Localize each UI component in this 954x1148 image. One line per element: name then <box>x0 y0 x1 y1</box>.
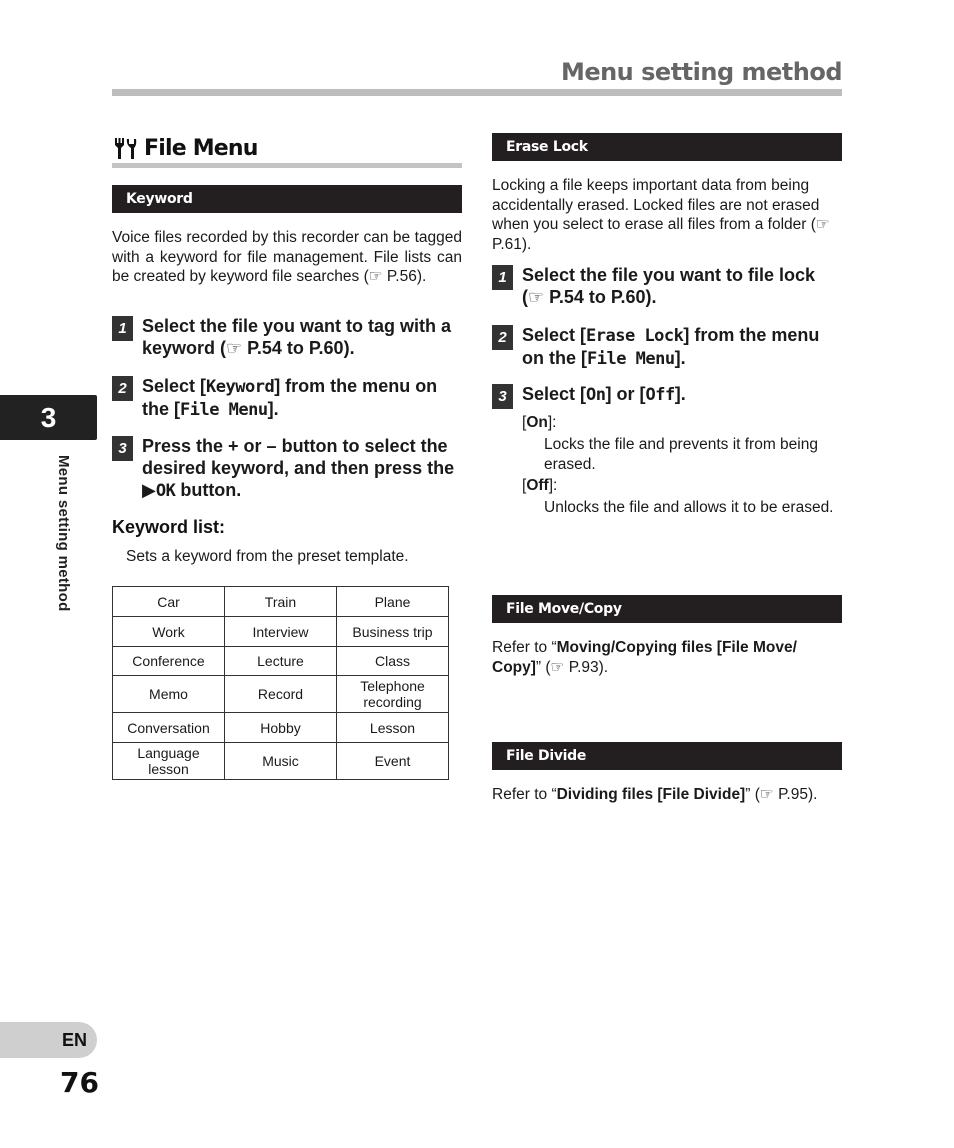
ui-term-on: On <box>586 385 606 405</box>
keyword-banner: Keyword <box>112 185 462 213</box>
erase-lock-banner: Erase Lock <box>492 133 842 161</box>
file-move-banner: File Move/Copy <box>492 595 842 623</box>
step-number: 3 <box>492 384 513 409</box>
ui-term-file-menu: File Menu <box>180 400 268 420</box>
table-cell: Business trip <box>337 617 449 647</box>
erase-lock-step-1 <box>492 264 842 308</box>
step-number: 1 <box>112 316 133 341</box>
table-row <box>113 743 449 780</box>
erase-lock-step-2 <box>492 324 842 370</box>
table-cell: Event <box>337 743 449 780</box>
keyword-step-3 <box>112 435 462 502</box>
file-move-reference: Refer to “Moving/Copying files [File Move/ Copy]” (☞ P.93). <box>492 639 797 676</box>
section-title: File Menu <box>144 135 258 161</box>
table-cell: Work <box>113 617 225 647</box>
ui-term-file-menu: File Menu <box>587 349 675 369</box>
step-number: 2 <box>112 376 133 401</box>
table-cell: Conference <box>113 647 225 676</box>
step-number: 3 <box>112 436 133 461</box>
table-row <box>113 713 449 743</box>
keyword-list-heading: Keyword list: <box>112 517 226 537</box>
table-cell: Conversation <box>113 713 225 743</box>
page-number: 76 <box>60 1066 99 1099</box>
ui-term-erase-lock: Erase Lock <box>586 326 684 346</box>
header-rule <box>112 89 842 96</box>
ui-term-ok: OK <box>155 481 176 501</box>
option-on-description: Locks the file and prevents it from being erased. <box>544 436 818 473</box>
page-header-title: Menu setting method <box>560 58 842 86</box>
step-text: Press the + or – button to select the desired keyword, and then press the ▶OK button. <box>142 436 455 501</box>
keyword-table <box>112 586 449 780</box>
play-arrow-icon: ▶ <box>142 480 156 500</box>
keyword-step-2 <box>112 375 462 421</box>
table-cell: Telephone recording <box>337 676 449 713</box>
step-text: Select [Erase Lock] from the menu on the [File Menu]. <box>522 325 820 369</box>
section-heading <box>112 133 462 168</box>
step-number: 1 <box>492 265 513 290</box>
step-text: Select [On] or [Off]. <box>522 384 686 405</box>
table-cell: Car <box>113 587 225 617</box>
ui-term-keyword: Keyword <box>206 377 275 397</box>
option-on-label: [On]: <box>522 414 557 431</box>
ui-term-off: Off <box>645 385 675 405</box>
table-row <box>113 647 449 676</box>
file-divide-reference: Refer to “Dividing files [File Divide]” (☞ P.95). <box>492 786 818 803</box>
step-text: Select the file you want to tag with a keyword (☞ P.54 to P.60). <box>142 316 452 358</box>
language-badge: EN <box>0 1022 97 1058</box>
step-text: Select the file you want to file lock (☞ P.54 to P.60). <box>522 265 816 307</box>
table-cell: Music <box>225 743 337 780</box>
table-cell: Memo <box>113 676 225 713</box>
option-off-description: Unlocks the file and allows it to be erased. <box>544 499 834 516</box>
keyword-list-intro: Sets a keyword from the preset template. <box>126 548 409 565</box>
table-cell: Plane <box>337 587 449 617</box>
table-cell: Interview <box>225 617 337 647</box>
chapter-side-label: Menu setting method <box>55 455 72 612</box>
file-divide-banner: File Divide <box>492 742 842 770</box>
table-cell: Train <box>225 587 337 617</box>
table-cell: Lecture <box>225 647 337 676</box>
table-row <box>113 617 449 647</box>
option-off-label: [Off]: <box>522 477 558 494</box>
table-cell: Lesson <box>337 713 449 743</box>
step-text: Select [Keyword] from the menu on the [File Menu]. <box>142 376 438 420</box>
erase-lock-step-3 <box>492 383 842 409</box>
table-cell: Record <box>225 676 337 713</box>
table-cell: Hobby <box>225 713 337 743</box>
keyword-intro: Voice files recorded by this recorder can be tagged with a keyword for file management. File lists can be created by keyword file searches (☞ P.56). <box>112 229 462 286</box>
erase-lock-intro: Locking a file keeps important data from being accidentally erased. Locked files are not erased when you select to erase all files from a folder (☞ P.61). <box>492 177 830 254</box>
table-cell: Language lesson <box>113 743 225 780</box>
step-number: 2 <box>492 325 513 350</box>
table-row <box>113 587 449 617</box>
table-row <box>113 676 449 713</box>
tools-icon <box>112 136 138 160</box>
chapter-tab: 3 <box>0 395 97 440</box>
table-cell: Class <box>337 647 449 676</box>
keyword-step-1 <box>112 315 462 359</box>
